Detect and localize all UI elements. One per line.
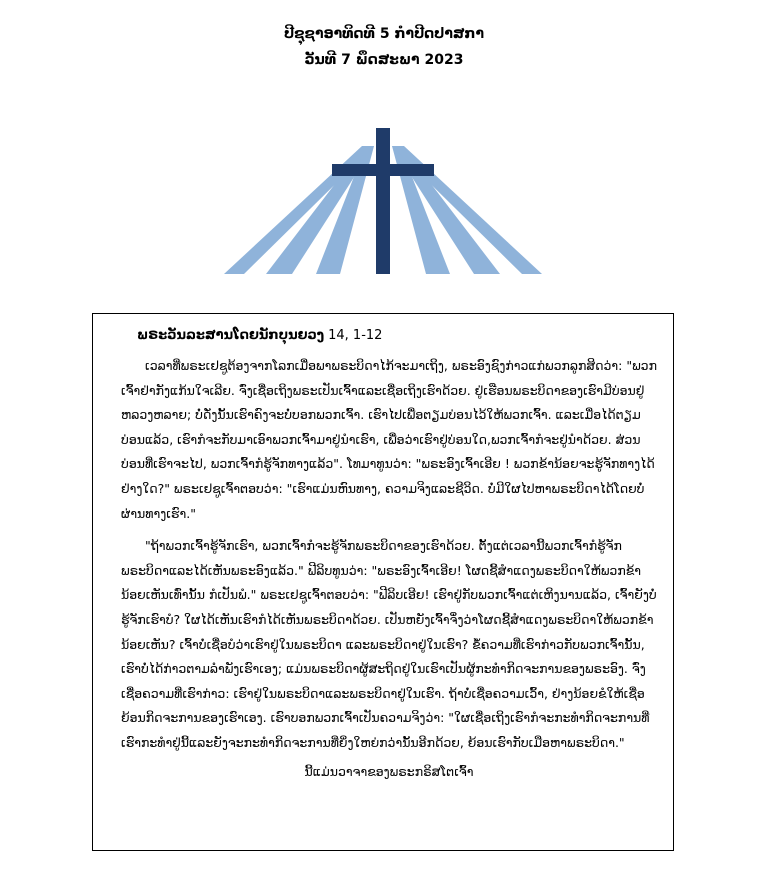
reading-verses: 14, 1-12 [328,328,383,343]
reading-paragraph-2: "ຖ້າພວກເຈົ້າຮູ້ຈັກເຮົາ, ພວກເຈົ້າກໍຈະຮູ້ຈັກພຣະບິດາຂອງເຮົາດ້ວຍ. ຕັ້ງແຕ່ເວລານີ້ພວກເຈົ້າກໍຮູ້ຈັກພຣະບິດາແລະໄດ້ເຫັນພຣະອົງແລ້ວ." ຟີລິບທູນວ່າ: "ພຣະອົງເຈົ້າເອີຍ! ໂຜດຊີ້ສຳແດງພຣະບິດາໃຫ້ພວກຂ້ານ້ອຍເຫັນເທົ່ານັ້ນ ກໍເປັນພໍ." ພຣະເຢຊູເຈົ້າຕອບວ່າ: "ຟີລິບເອີຍ! ເຮົາຢູ່ກັບພວກເຈົ້າແຕ່ເຫິງນານແລ້ວ, ເຈົ້າຍັງບໍ່ຮູ້ຈັກເຮົາບໍ? ໃຜໄດ້ເຫັນເຮົາກໍໄດ້ເຫັນພຣະບິດາດ້ວຍ. ເປັນຫຍັງເຈົ້າຈຶ່ງວ່າໂຜດຊີ້ສຳແດງພຣະບິດາໃຫ້ພວກຂ້ານ້ອຍເຫັນ? ເຈົ້າບໍ່ເຊື່ອບໍວ່າເຮົາຢູ່ໃນພຣະບິດາ ແລະພຣະບິດາຢູ່ໃນເຮົາ? ຂໍ້ຄວາມທີ່ເຮົາກ່າວກັບພວກເຈົ້ານັ້ນ, ເຮົາບໍ່ໄດ້ກ່າວຕາມລຳພັງເຮົາເອງ; ແມ່ນພຣະບິດາຜູ້ສະຖິດຢູ່ໃນເຮົາເປັນຜູ້ກະທຳກິດຈະການຂອງພຣະອົງ. ຈົ່ງເຊື່ອຄວາມທີ່ເຮົາກ່າວ: ເຮົາຢູ່ໃນພຣະບິດາແລະພຣະບິດາຢູ່ໃນເຮົາ. ຖ້າບໍ່ເຊື່ອຄວາມເວົ້າ, ຢ່າງນ້ອຍຂໍໃຫ້ເຊື່ອຍ້ອນກິດຈະການຂອງເຮົາເອງ. ເຮົາບອກພວກເຈົ້າເປັນຄວາມຈິງວ່າ: "ໃຜເຊື່ອເຖິງເຮົາກໍຈະກະທຳກິດຈະການທີ່ເຮົາກະທຳຢູ່ນີ້ແລະຍັງຈະກະທຳກິດຈະການທີ່ຍິ່ງໃຫຍ່ກວ່ານັ້ນອີກດ້ວຍ, ຍ້ອນເຮົາກັບເມືອຫາພຣະບິດາ." [121,538,657,750]
reading-reference [137,326,657,346]
header-title: ປີຊຸຊາອາທິດທີ 5 ກຳປີດປາສກາ [283,26,485,42]
reading-paragraph-1: ເວລາທີ່ພຣະເຢຊູຕ້ອງຈາກໂລກເມື່ອພາພຣະບິດາໄກ້ຈະມາເຖິງ, ພຣະອົງຊົງກ່າວແກ່ພວກລູກສິດວ່າ: "ພວກເຈົ້າຢ່າກັງແກ້ນໃຈເລີຍ. ຈົ່ງເຊື່ອເຖິງພຣະເປັນເຈົ້າແລະເຊື່ອເຖິງເຮົາດ້ວຍ. ຢູ່ເຮືອນພຣະບິດາຂອງເຮົາມີບ່ອນຢູ່ຫລວງຫລາຍ; ບໍ່ດັ່ງນັ້ນເຮົາຄົງຈະບໍ່ບອກພວກເຈົ້າ. ເຮົາໄປເພື່ອຕຽມບ່ອນໄວ້ໃຫ້ພວກເຈົ້າ. ແລະເມື່ອໄດ້ຕຽມບ່ອນແລ້ວ, ເຮົາກໍຈະກັບມາເອົາພວກເຈົ້າມາຢູ່ນຳເຮົາ, ເພື່ອວ່າເຮົາຢູ່ບ່ອນໃດ,ພວກເຈົ້າກໍຈະຢູ່ນຳດ້ວຍ. ສ່ວນບ່ອນທີ່ເຮົາຈະໄປ, ພວກເຈົ້າກໍຮູ້ຈັກທາງແລ້ວ". ໂທມາທູນວ່າ: "ພຣະອົງເຈົ້າເອີຍ ! ພວກຂ້ານ້ອຍຈະຮູ້ຈັກທາງໄດ້ຢ່າງໃດ?" ພຣະເຢຊູເຈົ້າຕອບວ່າ: "ເຮົາແມ່ນຫົນທາງ, ຄວາມຈິງແລະຊີວິດ. ບໍ່ມີໃຜໄປຫາພຣະບິດາໄດ້ໂດຍບໍ່ຜ່ານທາງເຮົາ." [121,358,657,521]
header-date: ວັນທີ 7 ພຶດສະພາ 2023 [304,52,464,68]
reading-book: ພຣະວັນລະສານໂດຍນັກບຸນຍວງ [137,328,325,343]
cross-tent-logo [224,128,542,274]
reading-box [92,313,674,851]
reading-closing: ນີ້ແມ່ນວາຈາຂອງພຣະກຣິສໂຕເຈົ້າ [304,763,474,779]
